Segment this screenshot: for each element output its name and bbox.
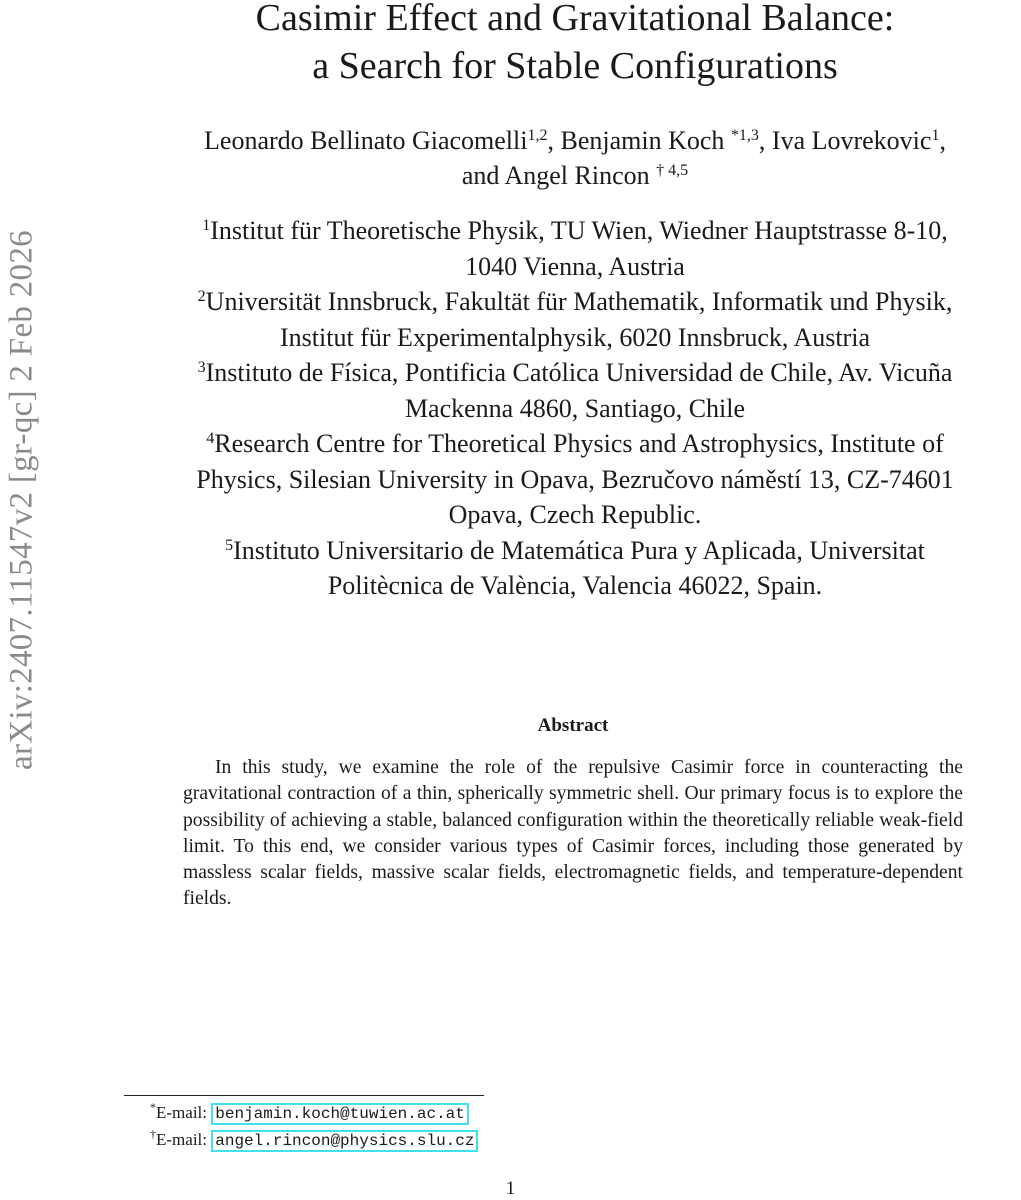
affiliation-list [130,213,1020,604]
author-name: Benjamin Koch [560,126,731,155]
footnotes [150,1100,478,1154]
footnote-label: E-mail: [156,1103,212,1122]
affiliation-number: 1 [202,217,211,234]
affiliation-text: Mackenna 4860, Santiago, Chile [404,393,746,423]
affiliation-text: Research Centre for Theoretical Physics and Astrophysics, Institute of [214,429,944,458]
affiliation-text: Opava, Czech Republic. [448,500,702,529]
author-separator: , [758,126,772,155]
paper-title-line-1: Casimir Effect and Gravitational Balance: [255,0,895,39]
affiliation-5 [130,533,1020,604]
paper-header [130,0,1020,604]
author-list [130,123,1020,193]
author-line-1 [130,123,1020,158]
author-name: and Angel Rincon [461,161,657,190]
footnote-divider [124,1095,484,1096]
footnote-2 [150,1127,478,1154]
affiliation-1 [130,213,1020,284]
affiliation-number: 5 [225,536,234,554]
footnote-1 [150,1100,478,1127]
affiliation-marks: † 4,5 [656,162,689,179]
affiliation-number: 4 [206,430,215,447]
footnote-label: E-mail: [156,1130,212,1149]
abstract-body: In this study, we examine the role of the repulsive Casimir force in counteracting the gravitational contraction of a thin, spherically symmetric shell. Our primary focus is to explore the possibility of achieving a stable, balanced configuration within the theoretically reliable weak-field limit. To this end, we consider various types of Casimir forces, including those generated by massless scalar fields, massive scalar fields, electromagnetic fields, and temperature-dependent fields. [183,757,963,910]
affiliation-text: Physics, Silesian University in Opava, Bezručovo náměstí 13, CZ-74601 [196,464,954,494]
affiliation-4 [130,426,1020,533]
author-separator: , [939,126,946,155]
affiliation-text: Instituto Universitario de Matemática Pura y Aplicada, Universitat [233,535,925,565]
author-name: Iva Lovrekovic [771,126,932,155]
footnote-mark: † [150,1127,156,1141]
abstract-section [183,713,963,913]
affiliation-2 [130,284,1020,355]
affiliation-text: Institut für Theoretische Physik, TU Wien, Wiedner Hauptstrasse 8-10, [210,216,948,245]
affiliation-number: 2 [197,288,206,305]
affiliation-text: Institut für Experimentalphysik, 6020 Innsbruck, Austria [280,322,870,352]
arxiv-identifier-stamp: arXiv:2407.11547v2 [gr-qc] 2 Feb 2026 [3,230,40,770]
author-line-2 [130,158,1020,193]
paper-title-line-2: a Search for Stable Configurations [312,45,838,87]
affiliation-marks: *1,3 [730,127,759,144]
affiliation-3 [130,355,1020,426]
author-separator: , [547,126,561,155]
email-link-rincon[interactable]: angel.rincon@physics.slu.cz [211,1130,478,1152]
affiliation-text: 1040 Vienna, Austria [465,251,685,281]
affiliation-number: 3 [197,359,206,376]
affiliation-text: Instituto de Física, Pontificia Católica Universidad de Chile, Av. Vicuña [205,358,953,387]
affiliation-text: Universität Innsbruck, Fakultät für Mathematik, Informatik und Physik, [205,287,953,316]
affiliation-text: Politècnica de València, Valencia 46022, Spain. [327,571,823,600]
affiliation-marks: 1 [931,127,940,144]
abstract-heading: Abstract [537,715,609,736]
affiliation-marks: 1,2 [527,127,548,144]
email-link-koch[interactable]: benjamin.koch@tuwien.ac.at [211,1103,469,1125]
page-number: 1 [505,1178,516,1199]
footnote-mark: * [150,1100,156,1114]
author-name: Leonardo Bellinato Giacomelli [204,126,528,155]
